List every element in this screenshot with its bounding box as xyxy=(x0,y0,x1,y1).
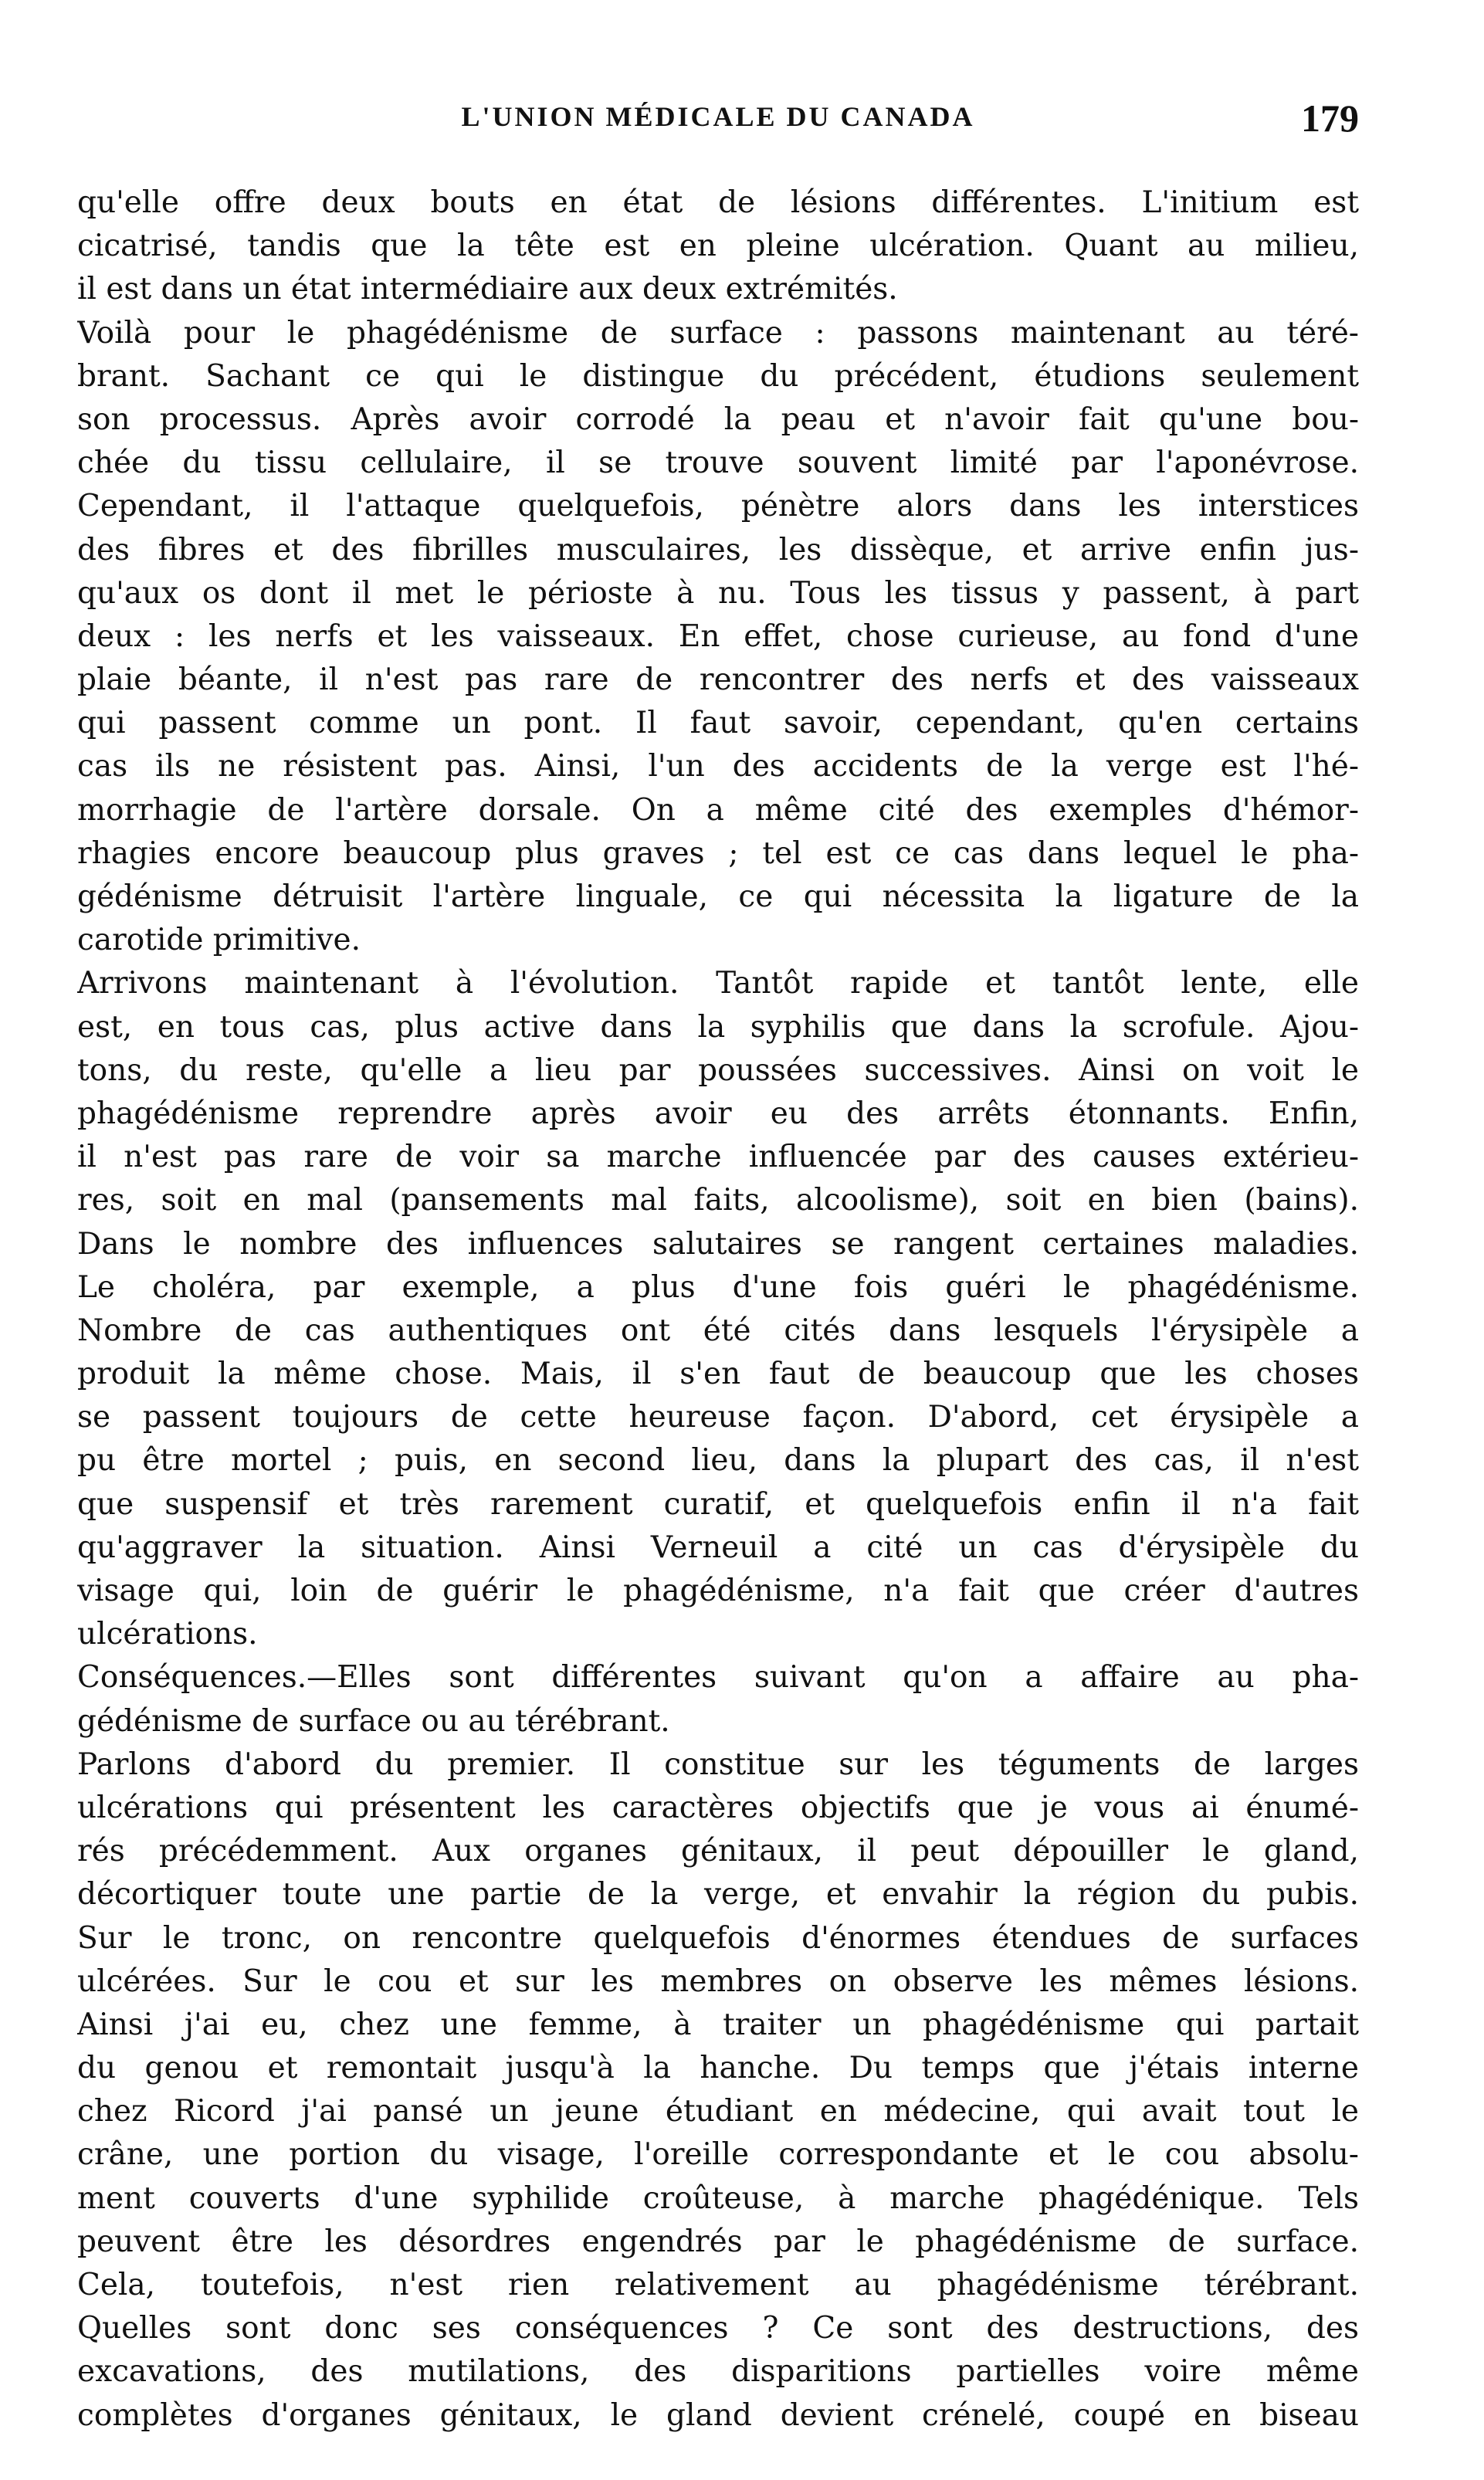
text-line: Arrivons maintenant à l'évolution. Tantôt rapide et tantôt lente, elle xyxy=(77,966,1359,1001)
text-line: Ainsi j'ai eu, chez une femme, à traiter un phagédénisme qui partait xyxy=(77,2007,1359,2042)
text-line: Voilà pour le phagédénisme de surface : passons maintenant au téré- xyxy=(77,315,1359,351)
text-line: Dans le nombre des influences salutaires se rangent certaines maladies. xyxy=(77,1226,1359,1262)
page-number: 179 xyxy=(1301,97,1359,140)
text-line: visage qui, loin de guérir le phagédénisme, n'a fait que créer d'autres xyxy=(77,1574,1359,1608)
text-line: deux : les nerfs et les vaisseaux. En effet, chose curieuse, au fond d'une xyxy=(77,618,1359,654)
text-line: des fibres et des fibrilles musculaires, les dissèque, et arrive enfin jus- xyxy=(77,532,1359,567)
text-line: ulcérées. Sur le cou et sur les membres on observe les mêmes lésions. xyxy=(77,1963,1359,1999)
text-line: Le choléra, par exemple, a plus d'une fois guéri le phagédénisme. xyxy=(77,1269,1359,1305)
text-line: qu'elle offre deux bouts en état de lésions différentes. L'initium est xyxy=(77,185,1359,220)
text-line: Parlons d'abord du premier. Il constitue sur les téguments de larges xyxy=(77,1747,1359,1782)
running-title: L'UNION MÉDICALE DU CANADA xyxy=(461,101,975,132)
text-line: excavations, des mutilations, des disparitions partielles voire même xyxy=(77,2354,1359,2390)
text-line: produit la même chose. Mais, il s'en faut de beaucoup que les choses xyxy=(77,1357,1359,1392)
text-line: chez Ricord j'ai pansé un jeune étudiant en médecine, qui avait tout le xyxy=(77,2094,1359,2129)
text-line: Nombre de cas authentiques ont été cités dans lesquels l'érysipèle a xyxy=(77,1313,1359,1348)
text-line: est, en tous cas, plus active dans la syphilis que dans la scrofule. Ajou- xyxy=(77,1009,1359,1045)
text-line: Sur le tronc, on rencontre quelquefois d'énormes étendues de surfaces xyxy=(77,1920,1359,1956)
text-line: rés précédemment. Aux organes génitaux, il peut dépouiller le gland, xyxy=(77,1834,1359,1869)
text-line: ulcérations. xyxy=(77,1617,258,1652)
text-line: ulcérations qui présentent les caractères objectifs que je vous ai énumé- xyxy=(77,1790,1359,1825)
text-line: complètes d'organes génitaux, le gland devient crénelé, coupé en biseau xyxy=(77,2397,1359,2433)
text-line: gédénisme de surface ou au térébrant. xyxy=(77,1703,670,1739)
text-line: Conséquences.—Elles sont différentes suivant qu'on a affaire au pha- xyxy=(77,1660,1359,1696)
text-line: qu'aux os dont il met le périoste à nu. Tous les tissus y passent, à part xyxy=(77,575,1359,611)
text-line: se passent toujours de cette heureuse façon. D'abord, cet érysipèle a xyxy=(77,1400,1359,1435)
text-line: Cependant, il l'attaque quelquefois, pénètre alors dans les interstices xyxy=(77,489,1359,524)
text-line: plaie béante, il n'est pas rare de rencontrer des nerfs et des vaisseaux xyxy=(77,662,1359,698)
text-line: brant. Sachant ce qui le distingue du précédent, étudions seulement xyxy=(77,358,1359,394)
text-line: rhagies encore beaucoup plus graves ; tel est ce cas dans lequel le pha- xyxy=(77,835,1359,871)
text-line: qu'aggraver la situation. Ainsi Verneuil a cité un cas d'érysipèle du xyxy=(77,1530,1359,1565)
text-line: cicatrisé, tandis que la tête est en pleine ulcération. Quant au milieu, xyxy=(77,229,1359,264)
text-line: phagédénisme reprendre après avoir eu des arrêts étonnants. Enfin, xyxy=(77,1096,1359,1131)
body-text xyxy=(77,181,1359,2438)
text-line: que suspensif et très rarement curatif, et quelquefois enfin il n'a fait xyxy=(77,1486,1359,1522)
text-line: crâne, une portion du visage, l'oreille correspondante et le cou absolu- xyxy=(77,2137,1359,2173)
text-line: il n'est pas rare de voir sa marche influencée par des causes extérieu- xyxy=(77,1140,1359,1175)
text-line: pu être mortel ; puis, en second lieu, dans la plupart des cas, il n'est xyxy=(77,1443,1359,1479)
text-line: du genou et remontait jusqu'à la hanche. Du temps que j'étais interne xyxy=(77,2051,1359,2086)
text-line: tons, du reste, qu'elle a lieu par poussées successives. Ainsi on voit le xyxy=(77,1052,1359,1088)
text-line: Cela, toutefois, n'est rien relativement au phagédénisme térébrant. xyxy=(77,2268,1359,2302)
text-line: décortiquer toute une partie de la verge, et envahir la région du pubis. xyxy=(77,1877,1359,1913)
text-line: son processus. Après avoir corrodé la peau et n'avoir fait qu'une bou- xyxy=(77,401,1359,437)
text-line: peuvent être les désordres engendrés par le phagédénisme de surface. xyxy=(77,2224,1359,2259)
text-line: ment couverts d'une syphilide croûteuse, à marche phagédénique. Tels xyxy=(77,2180,1359,2216)
text-line: res, soit en mal (pansements mal faits, alcoolisme), soit en bien (bains). xyxy=(77,1183,1359,1218)
text-line: Quelles sont donc ses conséquences ? Ce sont des destructions, des xyxy=(77,2311,1359,2346)
text-line: cas ils ne résistent pas. Ainsi, l'un des accidents de la verge est l'hé- xyxy=(77,749,1359,784)
text-line: morrhagie de l'artère dorsale. On a même cité des exemples d'hémor- xyxy=(77,792,1359,828)
page-header xyxy=(77,97,1359,154)
text-line: chée du tissu cellulaire, il se trouve souvent limité par l'aponévrose. xyxy=(77,446,1359,481)
text-line: qui passent comme un pont. Il faut savoir, cependant, qu'en certains xyxy=(77,706,1359,741)
text-line: il est dans un état intermédiaire aux deux extrémités. xyxy=(77,272,898,307)
text-line: gédénisme détruisit l'artère linguale, ce qui nécessita la ligature de la xyxy=(77,879,1359,914)
text-line: carotide primitive. xyxy=(77,923,361,958)
